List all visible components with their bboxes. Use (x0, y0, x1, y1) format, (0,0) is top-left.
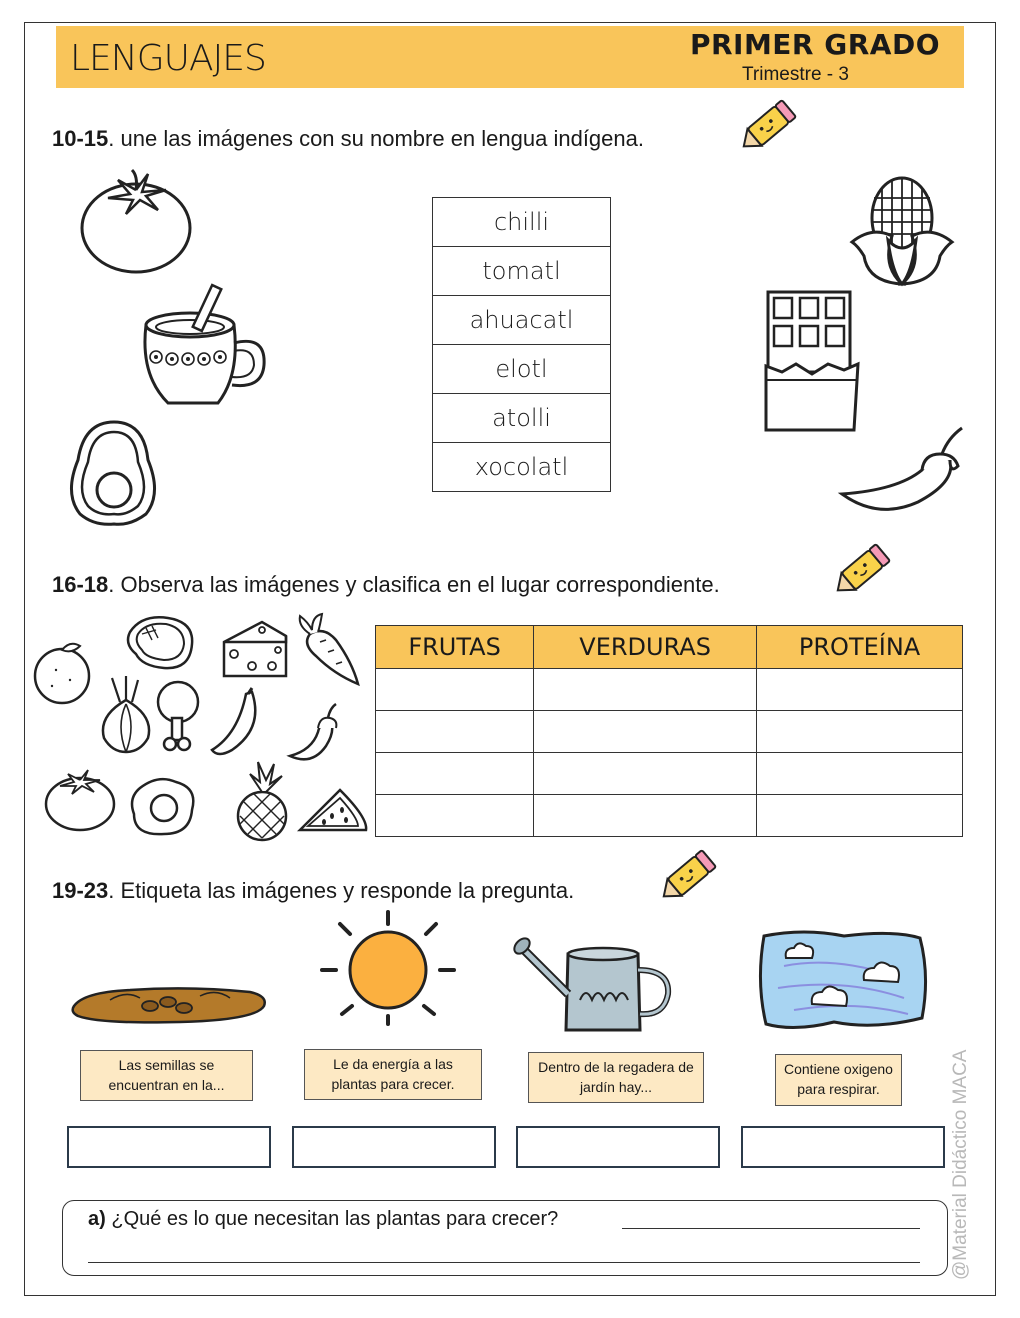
clue-box: Contiene oxigeno para respirar. (775, 1054, 902, 1106)
label-answer-box[interactable] (741, 1126, 945, 1168)
answer-cell[interactable] (376, 753, 534, 795)
answer-cell[interactable] (757, 795, 963, 837)
watering-can-icon (508, 930, 674, 1036)
answer-cell[interactable] (376, 795, 534, 837)
pencil-icon (742, 96, 802, 152)
answer-line[interactable] (88, 1262, 920, 1263)
grade-title: PRIMER GRADO (689, 28, 940, 61)
word-cell: xocolatl (433, 443, 611, 492)
avocado-icon (66, 420, 162, 526)
answer-cell[interactable] (757, 753, 963, 795)
carrot-icon (294, 612, 364, 688)
watermark: @Material Didáctico MACA (950, 1049, 971, 1280)
tomato-small-icon (42, 766, 118, 832)
clue-box: Las semillas se encuentran en la... (80, 1050, 253, 1101)
chili-icon (286, 702, 342, 764)
question-text (88, 1208, 558, 1231)
sun-icon (318, 910, 458, 1026)
word-cell: tomatl (433, 247, 611, 296)
pencil-icon (662, 846, 722, 902)
word-cell: chilli (433, 198, 611, 247)
clue-box: Dentro de la regadera de jardín hay... (528, 1052, 704, 1103)
clue-box: Le da energía a las plantas para crecer. (304, 1049, 482, 1100)
header-frutas: FRUTAS (376, 626, 534, 669)
orange-icon (30, 640, 94, 704)
chili-pepper-icon (838, 424, 968, 526)
question-label: a) (88, 1208, 106, 1230)
answer-cell[interactable] (757, 711, 963, 753)
chocolate-bar-icon (762, 290, 862, 432)
fried-egg-icon (128, 774, 198, 838)
section1-instruction (52, 126, 644, 152)
section3-number: 19-23 (52, 878, 109, 903)
section1-text: . une las imágenes con su nombre en lengua indígena. (108, 126, 644, 151)
answer-cell[interactable] (757, 669, 963, 711)
answer-cell[interactable] (534, 753, 757, 795)
soil-seeds-icon (70, 980, 270, 1026)
answer-cell[interactable] (534, 711, 757, 753)
section1-number: 10-15 (52, 126, 109, 151)
cheese-icon (220, 618, 290, 680)
label-answer-box[interactable] (516, 1126, 720, 1168)
onion-icon (96, 676, 156, 754)
answer-cell[interactable] (534, 669, 757, 711)
answer-cell[interactable] (376, 669, 534, 711)
meat-icon (122, 614, 198, 674)
pineapple-icon (230, 760, 294, 842)
answer-line[interactable] (622, 1228, 920, 1229)
header-verduras: VERDURAS (534, 626, 757, 669)
header-proteina: PROTEÍNA (757, 626, 963, 669)
label-answer-box[interactable] (67, 1126, 271, 1168)
drumstick-icon (152, 680, 202, 752)
pencil-icon (836, 540, 896, 596)
air-clouds-icon (754, 926, 930, 1036)
banana-icon (208, 688, 264, 758)
word-table (432, 197, 611, 492)
classification-table (375, 625, 963, 837)
section3-instruction (52, 878, 574, 904)
subject-title: LENGUAJES (70, 38, 266, 79)
word-cell: ahuacatl (433, 296, 611, 345)
answer-cell[interactable] (376, 711, 534, 753)
section3-text: . Etiqueta las imágenes y responde la pregunta. (108, 878, 575, 903)
question-body: ¿Qué es lo que necesitan las plantas para crecer? (105, 1208, 559, 1230)
tomato-icon (78, 168, 196, 276)
section2-instruction (52, 572, 720, 598)
watermelon-icon (296, 786, 370, 838)
word-cell: elotl (433, 345, 611, 394)
term-label: Trimestre - 3 (742, 64, 849, 85)
word-cell: atolli (433, 394, 611, 443)
section2-text: . Observa las imágenes y clasifica en el lugar correspondiente. (108, 572, 720, 597)
answer-cell[interactable] (534, 795, 757, 837)
section2-number: 16-18 (52, 572, 109, 597)
corn-icon (848, 176, 956, 286)
label-answer-box[interactable] (292, 1126, 496, 1168)
atole-mug-icon (138, 285, 270, 411)
